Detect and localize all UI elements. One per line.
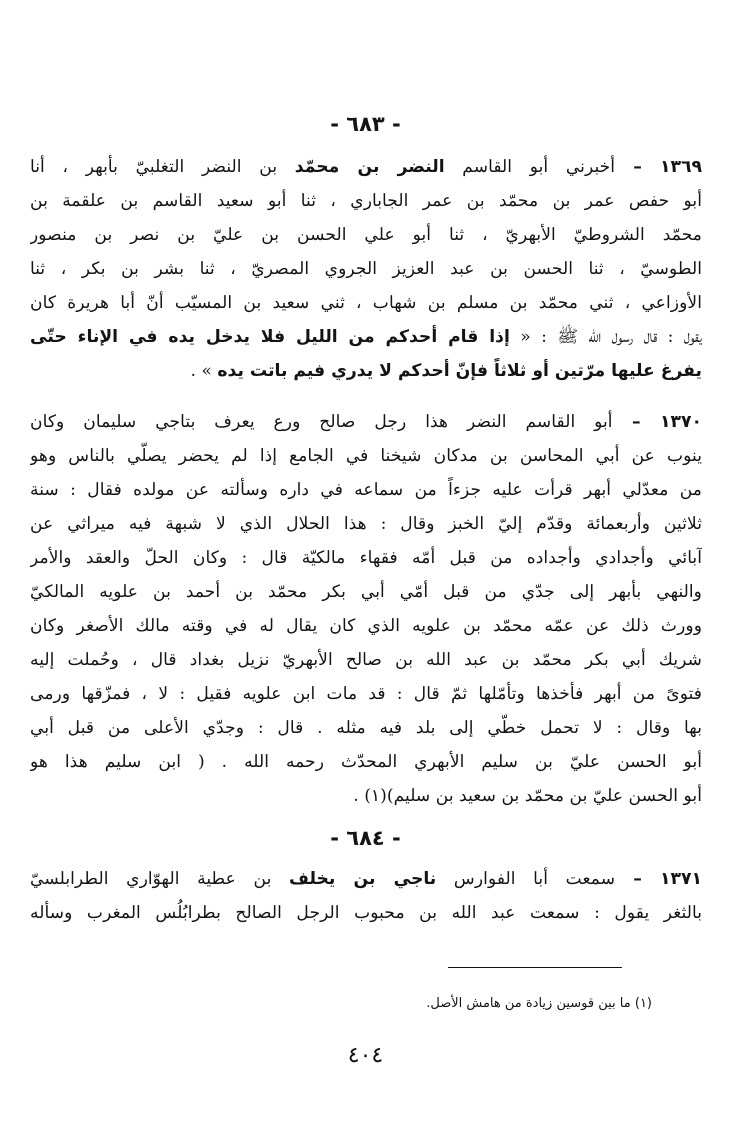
footnote: (١) ما بين قوسين زيادة من هامش الأصل. — [426, 996, 652, 1011]
entry-1370-line-8: شريك أبي بكر محمّد بن عبد الله بن صالح الأبهريّ نزيل بغداد قال ، وحُملت إليه — [30, 650, 702, 670]
page-heading-684: - ٦٨٤ - — [330, 826, 401, 850]
entry-1369-line-6: يقول : قال رسول الله ﷺ : « إذا قام أحدكم من الليل فلا يدخل يده في الإناء حتّى — [30, 327, 702, 347]
narrator-name-2: ناجي بن يخلف — [289, 869, 437, 889]
hadith-text: إذا قام أحدكم من الليل فلا يدخل يده في الإناء حتّى — [30, 327, 510, 347]
entry-1369-line-2: أبو حفص عمر بن محمّد بن عمر الجاباري ، ثنا أبو سعيد القاسم بن علقمة بن — [30, 191, 702, 211]
entry-1370-line-12: أبو الحسن عليّ بن محمّد بن سعيد بن سليم)(١) . — [353, 786, 702, 806]
entry-1370-line-1: ١٣٧٠ – أبو القاسم النضر هذا رجل صالح ورع يعرف بتاجي سليمان وكان — [30, 412, 702, 432]
entry-1371-line-1: ١٣٧١ – سمعت أبا الفوارس ناجي بن يخلف بن عطية الهوّاري الطرابلسيّ — [30, 869, 702, 889]
entry-1370-line-4: ثلاثين وأربعمائة وقدّم إليّ الخبز وقال : هذا الحلال الذي لا شبهة فيه ميراثي عن — [30, 514, 702, 534]
entry-1369-line-3: محمّد الشروطيّ الأبهريّ ، ثنا أبو علي الحسن بن عليّ بن نصر بن منصور — [30, 225, 702, 245]
entry-1370-line-7: وورث ذلك عن عمّه محمّد بن علويه الذي كان يقال له في وقته مالك الأصغر وكان — [30, 616, 702, 636]
entry-1369-line-4: الطوسيّ ، ثنا الحسن بن عبد العزيز الجروي المصريّ ، ثنا بشر بن بكر ، ثنا — [30, 259, 702, 279]
entry-1370-line-6: والنهي بأبهر إلى جدّي من قبل أمّي أبي بكر محمّد بن أحمد بن علويه المالكيّ — [30, 582, 702, 602]
entry-1371-line-2: بالثغر يقول : سمعت عبد الله بن محبوب الرجل الصالح بطرابُلُس المغرب وسأله — [30, 903, 702, 923]
page-number: ٤٠٤ — [347, 1043, 384, 1068]
entry-1369-line-7: يفرغ عليها مرّتين أو ثلاثاً فإنّ أحدكم لا يدري فيم باتت يده » . — [190, 361, 702, 381]
entry-number-1370: ١٣٧٠ – — [612, 412, 702, 432]
entry-1370-line-9: فتوىً من أبهر فأخذها وتأمّلها ثمّ قال : قد مات ابن علويه فقيل : لا ، فمزّقها ورمى — [30, 684, 702, 704]
entry-number-1371: ١٣٧١ – — [615, 869, 702, 889]
entry-1370-line-2: ينوب عن أبي المحاسن بن مدكان شيخنا في الجامع إذا لم يحضر يصلّي بالناس وهو — [30, 446, 702, 466]
hadith-text-end: يفرغ عليها مرّتين أو ثلاثاً فإنّ أحدكم لا يدري فيم باتت يده — [217, 361, 702, 381]
narrator-name: النضر بن محمّد — [294, 157, 445, 177]
entry-1369-line-5: الأوزاعي ، ثني محمّد بن مسلم بن شهاب ، ثني سعيد بن المسيّب أنّ أبا هريرة كان — [30, 293, 702, 313]
entry-1370-line-3: من معدّلي أبهر قرأت عليه جزءاً من سماعه في داره وسألته عن مولده فقال : سنة — [30, 480, 702, 500]
entry-1370-line-11: أبو الحسن عليّ بن سليم الأبهري المحدّث رحمه الله . ( ابن سليم هذا هو — [30, 752, 702, 772]
entry-1369-line-1: ١٣٦٩ – أخبرني أبو القاسم النضر بن محمّد بن النضر التغلبيّ بأبهر ، أنا — [30, 157, 702, 177]
entry-number-1369: ١٣٦٩ – — [615, 157, 702, 177]
entry-1370-line-5: آبائي وأجدادي وأجداده من قبل أمّه فقهاء مالكيّة قال : وكان الحلّ والعقد والأمر — [30, 548, 702, 568]
page-heading-683: - ٦٨٣ - — [330, 112, 401, 136]
entry-1370-line-10: بها وقال : لا تحمل خطّي إلى بلد فيه مثله . قال : وجدّي الأعلى من قبل أبي — [30, 718, 702, 738]
footnote-divider — [448, 967, 622, 968]
